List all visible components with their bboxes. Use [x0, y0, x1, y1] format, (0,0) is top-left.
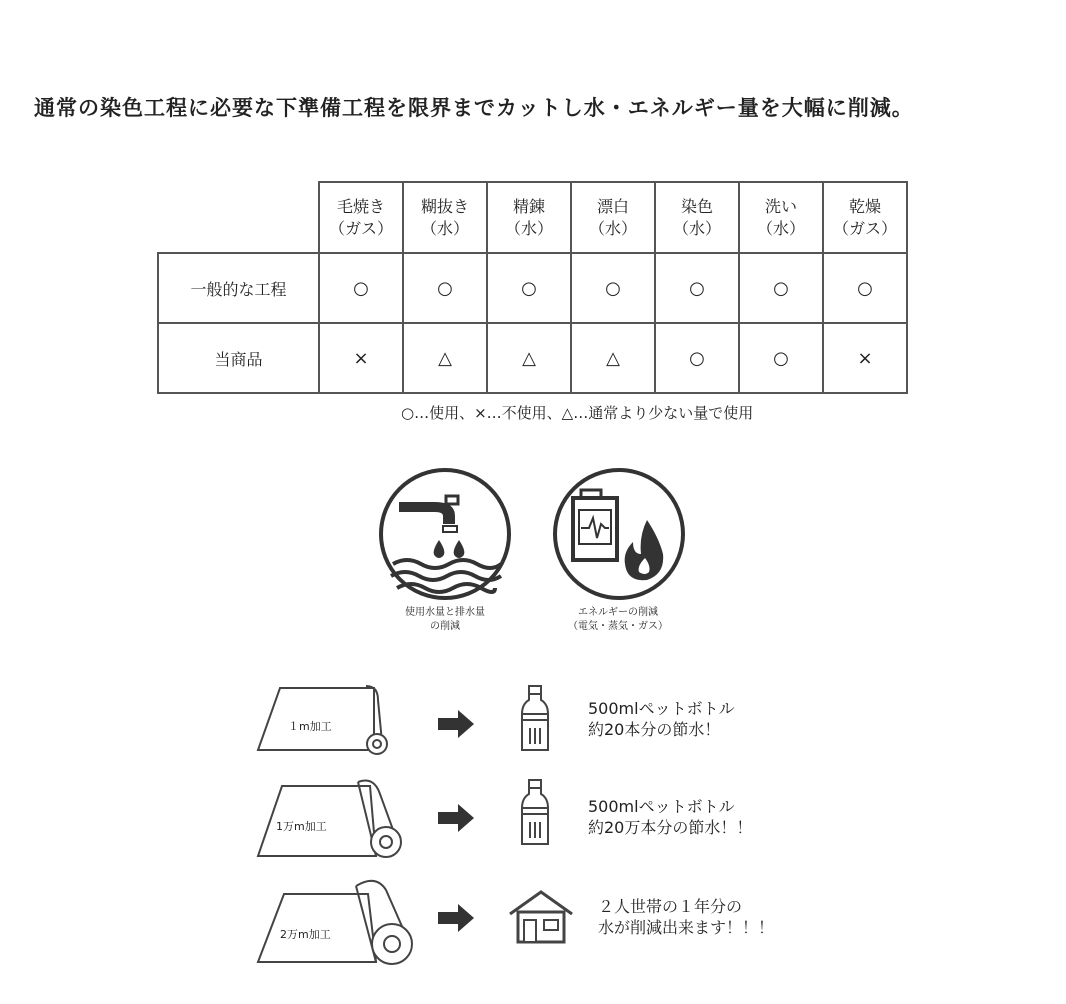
energy-icon-caption: エネルギーの削減 （電気・蒸気・ガス）	[568, 607, 668, 632]
energy-icon	[551, 466, 687, 602]
table-cell: ×	[319, 323, 403, 393]
roll-label: 2万m加工	[280, 928, 331, 941]
arrow-right-icon	[436, 710, 476, 738]
table-cell: ○	[739, 253, 823, 323]
col-header: 漂白 （水）	[571, 182, 655, 253]
savings-row	[250, 680, 850, 770]
arrow-right-icon	[436, 904, 476, 932]
water-icon	[377, 466, 513, 602]
col-header: 洗い （水）	[739, 182, 823, 253]
table-cell: △	[487, 323, 571, 393]
table-cell: △	[403, 323, 487, 393]
savings-text: 500mlペットボトル 約20本分の節水！	[588, 699, 735, 739]
table-header-row	[158, 182, 907, 253]
legend-note: ○…使用、×…不使用、△…通常より少ない量で使用	[401, 404, 754, 422]
savings-text: 500mlペットボトル 約20万本分の節水！！	[588, 797, 753, 837]
table-corner	[158, 182, 319, 253]
savings-text: ２人世帯の１年分の 水が削減出来ます！！！	[598, 897, 775, 937]
table-cell: ○	[655, 323, 739, 393]
table-row	[158, 323, 907, 393]
fabric-roll-icon	[250, 774, 410, 864]
col-header: 乾燥 （ガス）	[823, 182, 907, 253]
row-label: 当商品	[158, 323, 319, 393]
table-cell: ○	[403, 253, 487, 323]
arrow-right-icon	[436, 804, 476, 832]
roll-label: １m加工	[288, 720, 332, 733]
col-header: 染色 （水）	[655, 182, 739, 253]
roll-label: 1万m加工	[276, 820, 327, 833]
house-icon	[506, 888, 576, 944]
col-header: 毛焼き （ガス）	[319, 182, 403, 253]
table-cell: △	[571, 323, 655, 393]
process-table	[157, 181, 908, 394]
fabric-roll-icon	[250, 870, 420, 970]
savings-row	[250, 774, 850, 864]
table-cell: ○	[655, 253, 739, 323]
savings-row	[250, 870, 850, 960]
table-cell: ○	[739, 323, 823, 393]
col-header: 糊抜き （水）	[403, 182, 487, 253]
table-cell: ○	[487, 253, 571, 323]
table-cell: ○	[823, 253, 907, 323]
col-header: 精錬 （水）	[487, 182, 571, 253]
table-cell: ×	[823, 323, 907, 393]
headline: 通常の染色工程に必要な下準備工程を限界までカットし水・エネルギー量を大幅に削減。	[34, 96, 914, 120]
bottle-icon	[520, 684, 550, 754]
table-cell: ○	[571, 253, 655, 323]
row-label: 一般的な工程	[158, 253, 319, 323]
bottle-icon	[520, 778, 550, 848]
table-row	[158, 253, 907, 323]
table-cell: ○	[319, 253, 403, 323]
water-icon-caption: 使用水量と排水量 の削減	[405, 607, 485, 632]
